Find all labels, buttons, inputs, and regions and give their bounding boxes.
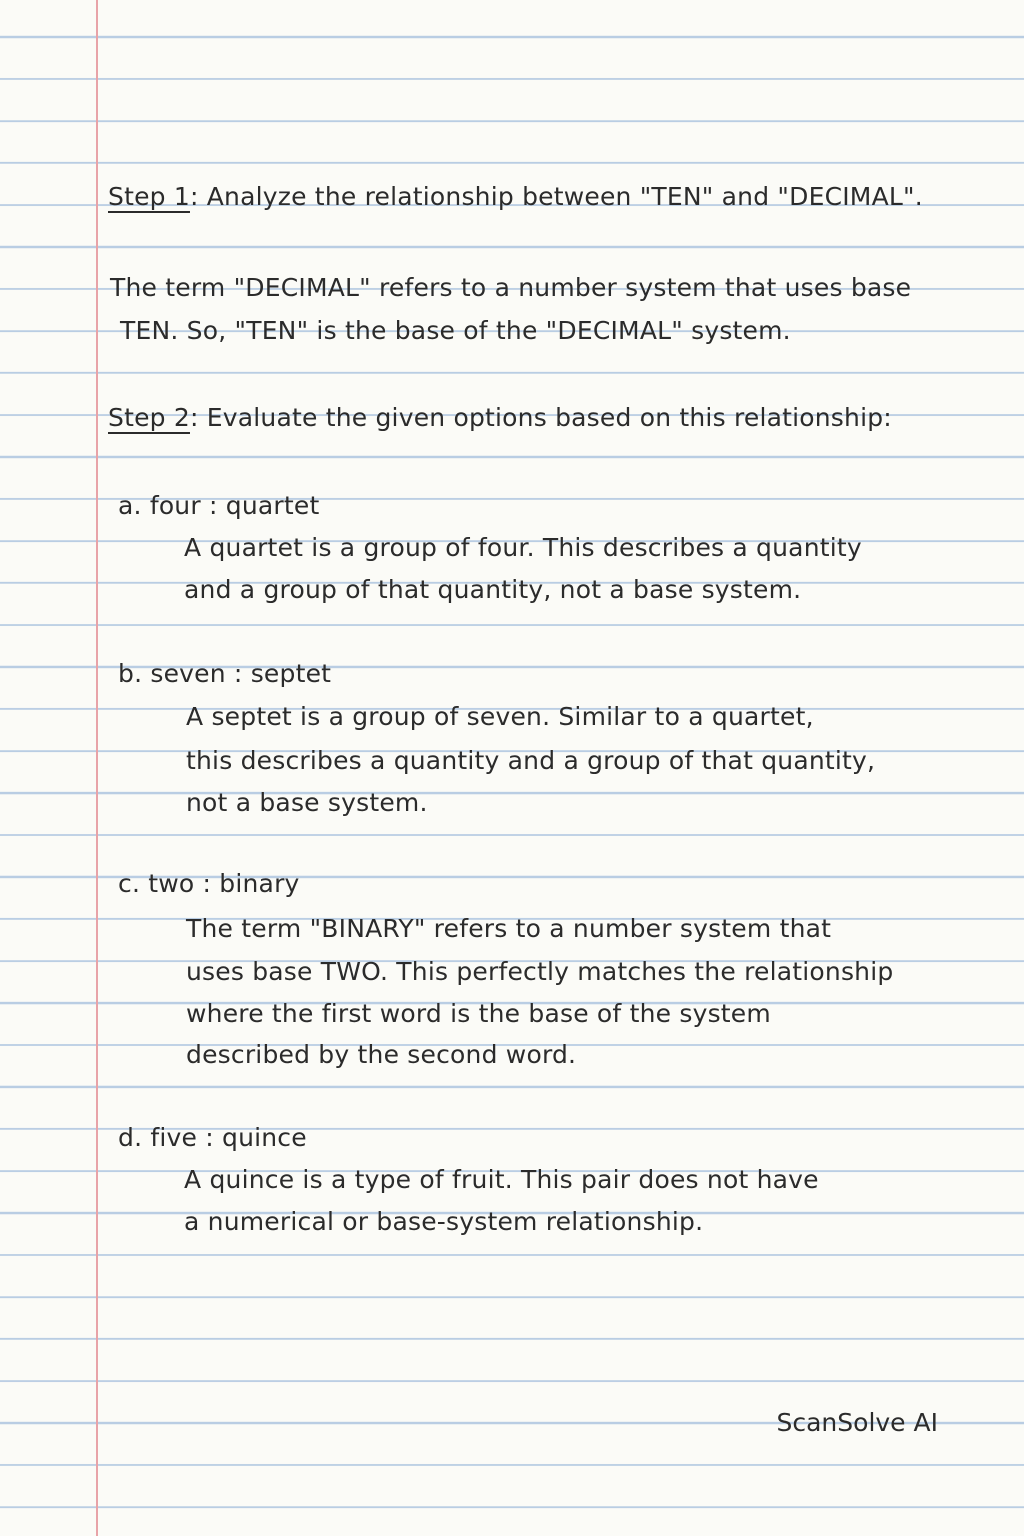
option-d-line: A quince is a type of fruit. This pair does not have [184,1165,819,1194]
option-c-heading: c. two : binary [118,869,300,898]
option-b-line: not a base system. [186,788,428,817]
option-b-line: A septet is a group of seven. Similar to a quartet, [186,702,814,731]
margin-line [96,0,98,1536]
option-c-line: where the first word is the base of the system [186,999,771,1028]
step1-label: Step 1 [108,182,190,211]
step2-heading [108,403,892,433]
step2-title: : Evaluate the given options based on this relationship: [189,403,892,432]
option-b-line: this describes a quantity and a group of that quantity, [186,746,876,775]
option-c-line: uses base TWO. This perfectly matches the relationship [186,957,894,986]
option-a-line: A quartet is a group of four. This describes a quantity [184,533,862,562]
option-a-line: and a group of that quantity, not a base system. [184,575,802,604]
step2-label: Step 2 [108,403,190,432]
option-a-heading: a. four : quartet [118,491,320,520]
scansolve-signature: ScanSolve AI [776,1408,938,1437]
step1-body-line: The term "DECIMAL" refers to a number system that uses base [110,273,912,302]
step1-heading [108,182,923,212]
option-c-line: The term "BINARY" refers to a number system that [186,914,832,943]
step1-title: : Analyze the relationship between "TEN" and "DECIMAL". [189,182,923,211]
option-b-heading: b. seven : septet [118,659,332,688]
option-d-heading: d. five : quince [118,1123,307,1152]
option-d-line: a numerical or base-system relationship. [184,1207,704,1236]
option-c-line: described by the second word. [186,1040,577,1069]
step1-body-line: TEN. So, "TEN" is the base of the "DECIMAL" system. [120,316,791,345]
